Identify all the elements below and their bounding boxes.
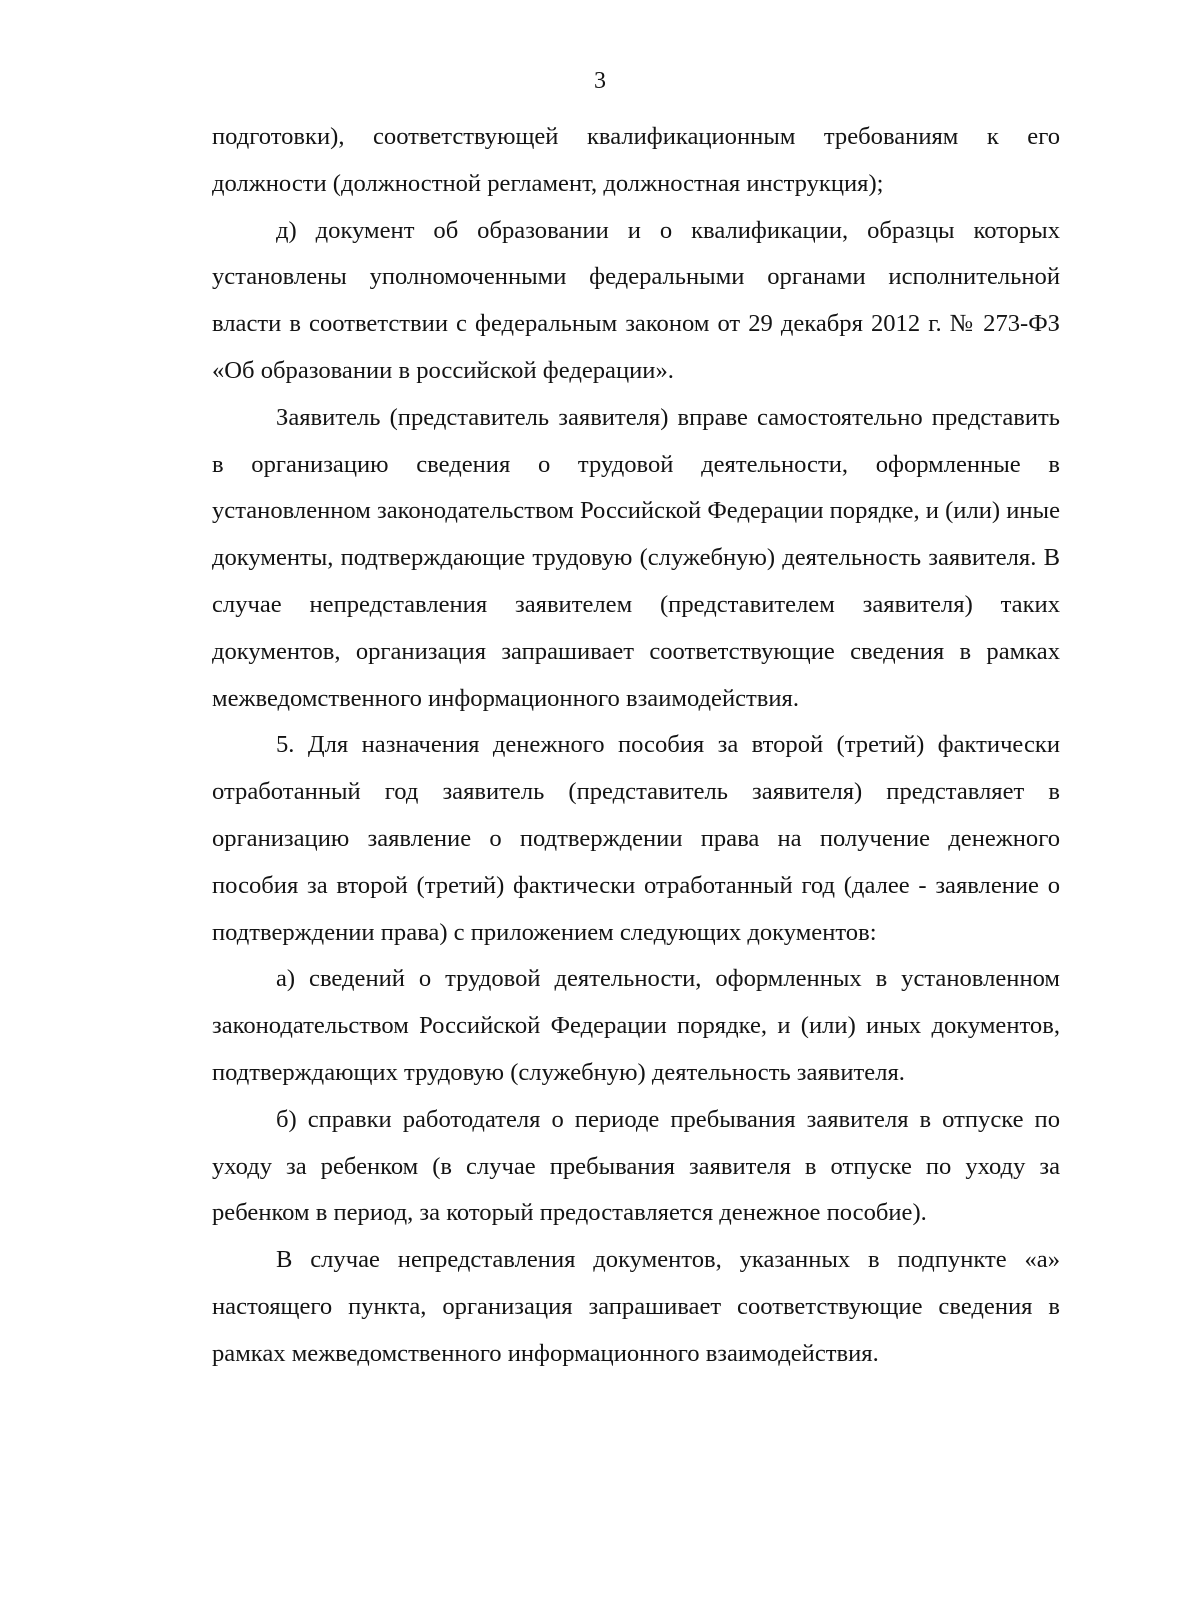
page-number: 3 [594,68,606,94]
paragraph-applicant-right: Заявитель (представитель заявителя) вправе самостоятельно представить в организацию сведения о трудовой деятельности, оформленные в установленном законодательством Российской Федерации порядке, и (или) иные документы, подтверждающие трудовую (служебную) деятельность заявителя. В случае непредставления заявителем (представителем заявителя) таких документов, организация запрашивает соответствующие сведения в рамках межведомственного информационного взаимодействия. [212,403,1060,712]
paragraph-non-submission: В случае непредставления документов, указанных в подпункте «а» настоящего пункта, организация запрашивает соответствующие сведения в рамках межведомственного информационного взаимодействия. [212,1246,1060,1367]
paragraph-item-b: б) справки работодателя о периоде пребывания заявителя в отпуске по уходу за ребенком (в случае пребывания заявителя в отпуске по уходу за ребенком в период, за который предоставляется денежное пособие). [212,1105,1060,1227]
paragraph-continuation: подготовки), соответствующей квалификационным требованиям к его должности (должностной регламент, должностная инструкция); [212,123,1060,197]
paragraph-item-d: д) документ об образовании и о квалификации, образцы которых установлены уполномоченными федеральными органами исполнительной власти в соответствии с федеральным законом от 29 декабря 2012 г. № 273-ФЗ «Об образовании в российской федерации». [212,216,1060,384]
paragraph-clause-5: 5. Для назначения денежного пособия за второй (третий) фактически отработанный год заявитель (представитель заявителя) представляет в организацию заявление о подтверждении права на получение денежного пособия за второй (третий) фактически отработанный год (далее - заявление о подтверждении права) с приложением следующих документов: [212,731,1060,946]
paragraph-item-a: а) сведений о трудовой деятельности, оформленных в установленном законодательством Российской Федерации порядке, и (или) иных документов, подтверждающих трудовую (служебную) деятельность заявителя. [212,965,1060,1086]
document-body [212,114,1060,1378]
